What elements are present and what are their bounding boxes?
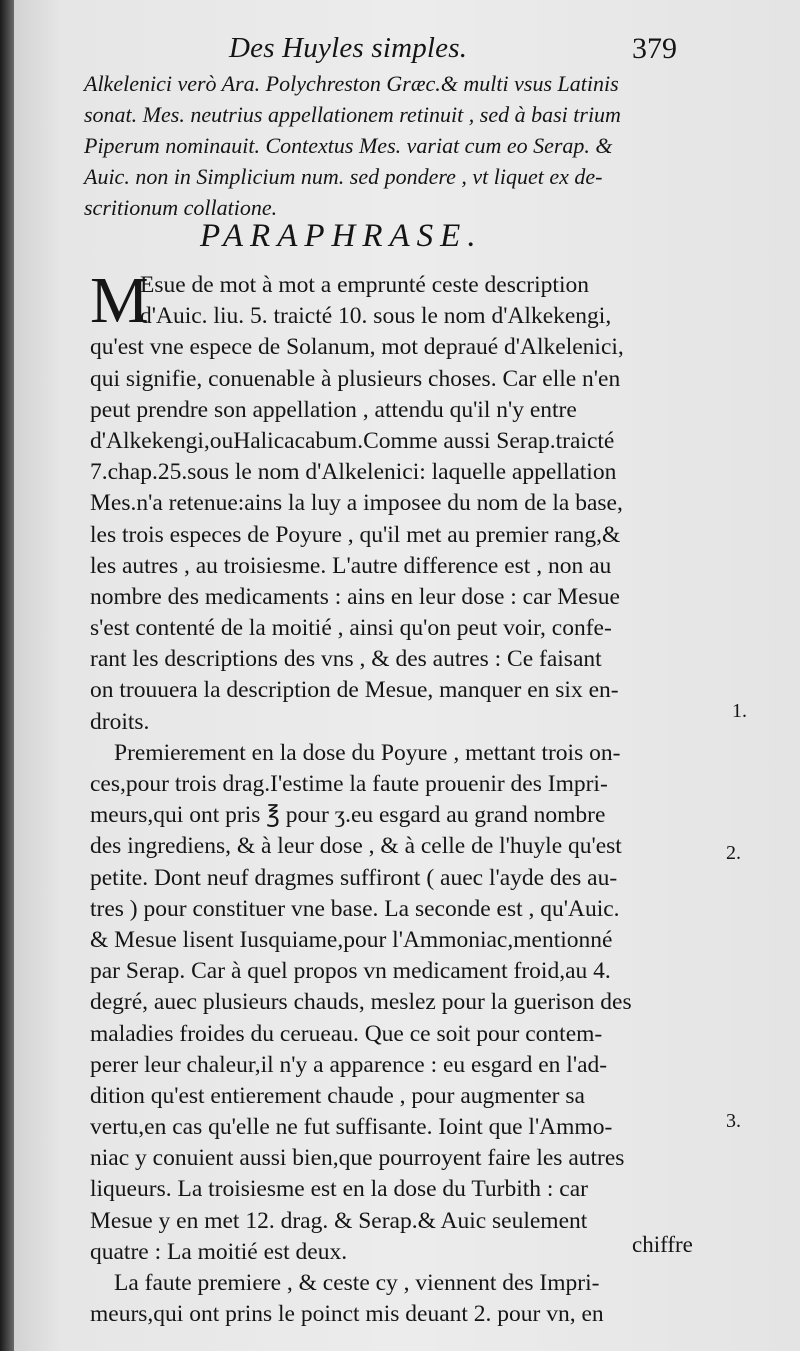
margin-note: 1. <box>732 700 747 722</box>
book-gutter-shadow <box>0 0 14 1351</box>
text-line: droits. <box>90 708 150 735</box>
text-line: d'Alkekengi,ouHalicacabum.Comme aussi Serap.traicté <box>90 427 615 454</box>
text-line: meurs,qui ont prins le poinct mis deuant 2. pour vn, en <box>90 1301 604 1328</box>
text-line: les autres , au troisiesme. L'autre difference est , non au <box>90 552 612 579</box>
text-line: quatre : La moitié est deux. <box>90 1238 348 1265</box>
latin-line: Alkelenici verò Ara. Polychreston Græc.& multi vsus Latinis <box>84 71 619 96</box>
text-line: d'Auic. liu. 5. traicté 10. sous le nom d'Alkekengi, <box>140 303 612 330</box>
text-line: les trois especes de Poyure , qu'il met au premier rang,& <box>90 521 621 548</box>
text-line: petite. Dont neuf dragmes suffiront ( auec l'ayde des au- <box>90 864 618 891</box>
section-heading: PARAPHRASE. <box>200 218 483 254</box>
page-header <box>14 30 800 70</box>
catchword: chiffre <box>632 1232 693 1257</box>
running-head: Des Huyles simples. <box>229 32 468 64</box>
text-line: vertu,en cas qu'elle ne fut suffisante. Ioint que l'Ammo- <box>90 1114 613 1141</box>
latin-note-block <box>84 68 694 223</box>
text-line: 7.chap.25.sous le nom d'Alkelenici: laquelle appellation <box>90 459 617 486</box>
text-line: dition qu'est entierement chaude , pour augmenter sa <box>90 1082 585 1109</box>
drop-capital: M <box>90 264 149 337</box>
text-line: Esue de mot à mot a emprunté ceste description <box>140 272 589 298</box>
text-line: degré, auec plusieurs chauds, meslez pour la guerison des <box>90 989 632 1016</box>
text-line: & Mesue lisent Iusquiame,pour l'Ammoniac,mentionné <box>90 926 613 953</box>
text-line: qu'est vne espece de Solanum, mot depraué d'Alkelenici, <box>90 334 624 361</box>
margin-note: 2. <box>726 842 741 864</box>
paraphrase-body <box>90 264 706 1330</box>
text-line: peut prendre son appellation , attendu qu'il n'y entre <box>90 396 577 423</box>
text-line: maladies froides du cerueau. Que ce soit pour contem- <box>90 1020 603 1047</box>
text-line: La faute premiere , & ceste cy , viennent des Impri- <box>114 1270 600 1296</box>
text-line: niac y conuient aussi bien,que pourroyent faire les autres <box>90 1145 625 1172</box>
text-line: par Serap. Car à quel propos vn medicament froid,au 4. <box>90 958 611 985</box>
text-line: meurs,qui ont pris ℥ pour ʒ.eu esgard au grand nombre <box>90 802 606 829</box>
latin-line: scritionum collatione. <box>84 195 278 220</box>
book-page <box>14 0 800 1351</box>
text-line: nombre des medicaments : ains en leur dose : car Mesue <box>90 583 620 610</box>
page-number: 379 <box>632 32 677 65</box>
text-line: rant les descriptions des vns , & des autres : Ce faisant <box>90 646 602 673</box>
text-line: liqueurs. La troisiesme est en la dose du Turbith : car <box>90 1176 588 1203</box>
text-line: Mes.n'a retenue:ains la luy a imposee du nom de la base, <box>90 490 623 517</box>
text-line: Premierement en la dose du Poyure , mettant trois on- <box>114 739 621 766</box>
text-line: ces,pour trois drag.I'estime la faute prouenir des Impri- <box>90 771 608 797</box>
text-line: des ingrediens, & à leur dose , & à celle de l'huyle qu'est <box>90 833 622 860</box>
latin-line: Auic. non in Simplicium num. sed pondere , vt liquet ex de- <box>84 164 603 189</box>
margin-note: 3. <box>726 1110 741 1132</box>
text-line: perer leur chaleur,il n'y a apparence : eu esgard en l'ad- <box>90 1051 608 1078</box>
text-line: Mesue y en met 12. drag. & Serap.& Auic seulement <box>90 1207 588 1234</box>
latin-line: sonat. Mes. neutrius appellationem retinuit , sed à basi trium <box>84 102 621 127</box>
latin-line: Piperum nominauit. Contextus Mes. variat cum eo Serap. & <box>84 133 613 158</box>
text-line: s'est contenté de la moitié , ainsi qu'on peut voir, confe- <box>90 615 612 642</box>
text-line: on trouuera la description de Mesue, manquer en six en- <box>90 677 619 704</box>
text-line: qui signifie, conuenable à plusieurs choses. Car elle n'en <box>90 365 621 392</box>
text-line: tres ) pour constituer vne base. La seconde est , qu'Auic. <box>90 895 620 922</box>
